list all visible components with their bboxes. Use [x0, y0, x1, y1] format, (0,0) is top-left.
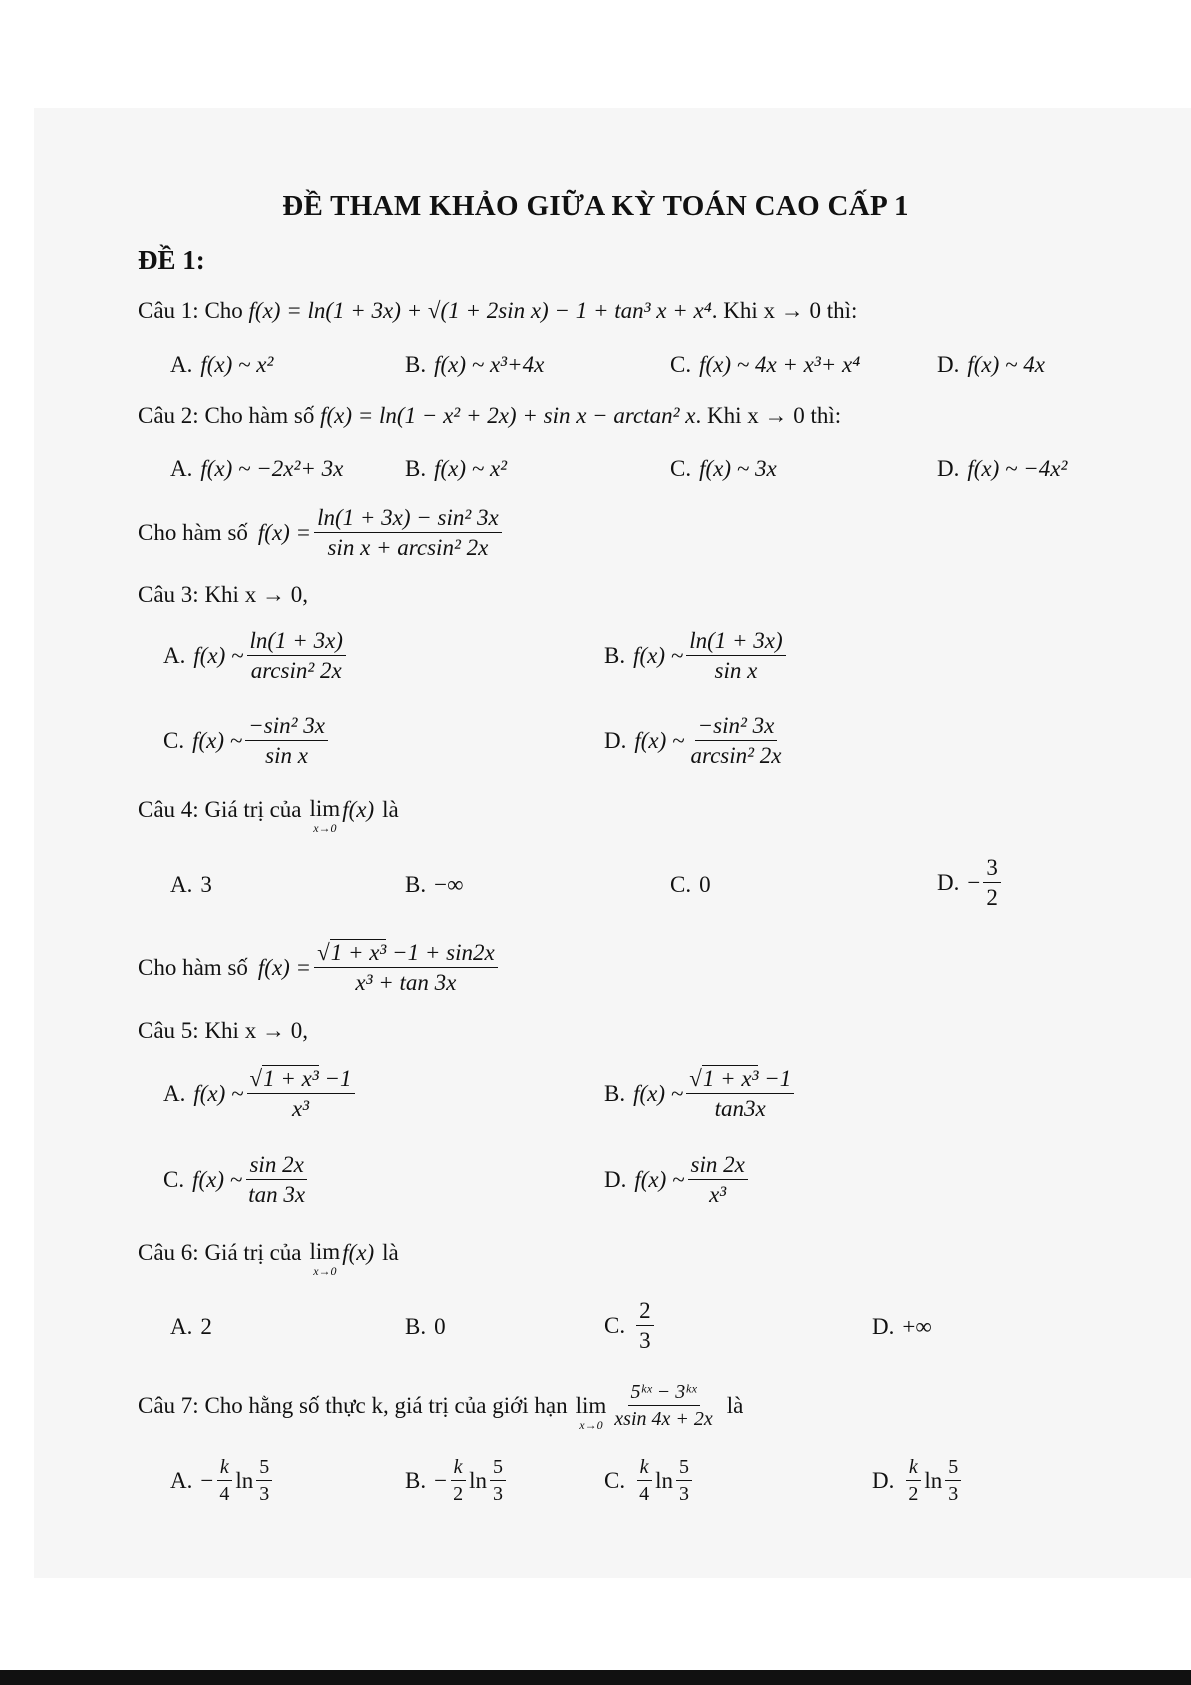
option-label: B.: [405, 456, 427, 481]
function-2-root: 1 + x³: [330, 940, 387, 965]
option-label: A.: [170, 456, 193, 481]
option-denominator: tan 3x: [248, 1182, 306, 1207]
question-7-tail: là: [726, 1392, 744, 1418]
q7-option-d[interactable]: [872, 1456, 964, 1506]
option-label: B.: [405, 872, 427, 897]
option-k-denominator: 2: [908, 1483, 919, 1505]
option-lhs: f(x) ~: [633, 1081, 684, 1106]
option-label: B.: [604, 643, 626, 668]
question-1-lead: Câu 1: Cho: [138, 298, 243, 323]
option-numerator: −sin² 3x: [245, 713, 328, 741]
q6-option-d[interactable]: [872, 1314, 932, 1340]
option-value: 3: [200, 872, 212, 897]
question-4-lead: Câu 4: Giá trị của: [138, 797, 302, 822]
function-2-definition: [138, 940, 501, 996]
option-denominator: arcsin² 2x: [250, 658, 342, 683]
option-numerator: √1 + x³ −1: [247, 1066, 355, 1094]
option-label: A.: [163, 643, 186, 668]
option-denominator: sin x: [265, 743, 308, 768]
option-numerator: 5: [945, 1456, 961, 1481]
q3-option-c[interactable]: [163, 713, 331, 769]
q3-option-d[interactable]: [604, 713, 788, 769]
option-label: C.: [670, 872, 692, 897]
question-4-function: f(x): [342, 797, 375, 822]
function-2-lhs: f(x) =: [257, 955, 312, 980]
option-numerator-rest: −1: [324, 1066, 352, 1091]
option-lhs: f(x) ~: [634, 728, 685, 753]
question-6-function: f(x): [342, 1240, 375, 1265]
option-k-denominator: 4: [219, 1483, 230, 1505]
option-denominator: arcsin² 2x: [690, 743, 782, 768]
option-label: C.: [163, 1167, 185, 1192]
option-numerator: sin 2x: [688, 1152, 748, 1180]
option-label: B.: [405, 352, 427, 377]
option-numerator: 2: [636, 1298, 654, 1326]
option-numerator: −sin² 3x: [695, 713, 778, 741]
limit-subscript: x→0: [313, 1264, 337, 1278]
q3-option-a[interactable]: [163, 628, 349, 684]
q1-option-c[interactable]: [670, 352, 860, 378]
function-1-numerator: ln(1 + 3x) − sin² 3x: [314, 505, 502, 533]
option-lhs: f(x) ~: [192, 1167, 243, 1192]
limit-subscript: x→0: [579, 1418, 603, 1432]
question-5: Câu 5: Khi x → 0,: [138, 1018, 308, 1043]
q2-option-a[interactable]: [170, 456, 343, 482]
option-root: 1 + x³: [702, 1066, 759, 1091]
option-sign: −: [200, 1468, 214, 1493]
option-label: D.: [937, 870, 960, 895]
option-label: B.: [604, 1081, 626, 1106]
question-1-tail: . Khi x → 0 thì:: [711, 298, 858, 323]
function-2-denominator: x³ + tan 3x: [355, 970, 457, 995]
q4-option-b[interactable]: [405, 872, 463, 898]
option-numerator: ln(1 + 3x): [686, 628, 785, 656]
option-denominator: sin x: [714, 658, 758, 683]
question-4: [138, 797, 399, 834]
option-sign: −: [434, 1468, 448, 1493]
q5-option-a[interactable]: [163, 1066, 358, 1122]
question-3: Câu 3: Khi x → 0,: [138, 582, 308, 607]
option-k: k: [906, 1456, 921, 1481]
q5-option-b[interactable]: [604, 1066, 797, 1122]
option-expression: f(x) ~ x²: [200, 352, 274, 377]
option-expression: f(x) ~ 4x: [967, 352, 1045, 377]
q5-option-d[interactable]: [604, 1152, 751, 1208]
question-1: [138, 298, 857, 324]
option-label: D.: [872, 1314, 895, 1339]
option-label: D.: [937, 352, 960, 377]
question-7-numerator: 5ᵏˣ − 3ᵏˣ: [628, 1381, 700, 1406]
option-k: k: [217, 1456, 232, 1481]
q1-option-a[interactable]: [170, 352, 273, 378]
option-numerator-rest: −1: [764, 1066, 792, 1091]
option-root: 1 + x³: [263, 1066, 319, 1091]
option-expression: f(x) ~ −2x²+ 3x: [200, 456, 344, 481]
option-denominator: 3: [678, 1483, 689, 1505]
q7-option-c[interactable]: [604, 1456, 695, 1506]
question-1-expression: f(x) = ln(1 + 3x) + √(1 + 2sin x) − 1 + tan³ x + x⁴: [248, 298, 712, 323]
function-1-definition: [138, 505, 505, 561]
limit-operator: lim: [309, 796, 341, 821]
option-expression: f(x) ~ x²: [434, 456, 508, 481]
option-denominator: x³: [291, 1096, 310, 1121]
option-label: B.: [405, 1314, 427, 1339]
option-label: D.: [937, 456, 960, 481]
option-numerator: sin 2x: [246, 1152, 306, 1180]
question-7-lead: Câu 7: Cho hằng số thực k, giá trị của giới hạn: [138, 1392, 568, 1418]
function-2-numerator-rest: −1 + sin2x: [392, 940, 495, 965]
option-numerator: 3: [983, 855, 1001, 883]
q6-option-a[interactable]: [170, 1314, 212, 1340]
option-denominator: 3: [948, 1483, 959, 1505]
question-4-tail: là: [382, 797, 399, 822]
question-2-tail: . Khi x → 0 thì:: [695, 403, 842, 428]
option-label: C.: [670, 456, 692, 481]
option-ln: ln: [924, 1468, 943, 1493]
q2-option-c[interactable]: [670, 456, 777, 482]
option-expression: f(x) ~ 3x: [699, 456, 777, 481]
option-label: A.: [170, 872, 193, 897]
option-label: C.: [670, 352, 692, 377]
option-numerator: 5: [256, 1456, 272, 1481]
option-ln: ln: [235, 1468, 254, 1493]
option-label: D.: [872, 1468, 895, 1493]
function-2-numerator: √1 + x³ −1 + sin2x: [314, 940, 498, 968]
q4-option-a[interactable]: [170, 872, 212, 898]
option-k-denominator: 2: [453, 1483, 464, 1505]
q1-option-d[interactable]: [937, 352, 1045, 378]
q2-option-b[interactable]: [405, 456, 507, 482]
option-ln: ln: [469, 1468, 487, 1493]
q6-option-c[interactable]: [604, 1298, 657, 1354]
question-6: [138, 1240, 399, 1277]
q4-option-c[interactable]: [670, 872, 711, 898]
option-label: C.: [604, 1468, 626, 1493]
option-lhs: f(x) ~: [193, 1081, 244, 1106]
question-2-lead: Câu 2: Cho hàm số: [138, 403, 315, 428]
option-denominator: 2: [986, 885, 998, 910]
question-6-lead: Câu 6: Giá trị của: [138, 1240, 302, 1265]
option-value: −∞: [434, 872, 464, 897]
option-label: D.: [604, 728, 627, 753]
option-numerator: ln(1 + 3x): [247, 628, 346, 656]
option-lhs: f(x) ~: [633, 643, 684, 668]
q4-option-d[interactable]: [937, 855, 1004, 911]
q3-option-b[interactable]: [604, 628, 789, 684]
option-denominator: tan3x: [714, 1096, 766, 1121]
option-expression: f(x) ~ −4x²: [967, 456, 1068, 481]
page-sheet: [34, 108, 1191, 1578]
limit-operator: lim: [309, 1239, 341, 1264]
option-label: C.: [163, 728, 185, 753]
option-label: A.: [163, 1081, 186, 1106]
option-denominator: 3: [639, 1328, 651, 1353]
option-numerator: 5: [676, 1456, 692, 1481]
option-label: A.: [170, 352, 193, 377]
limit-subscript: x→0: [313, 821, 337, 835]
option-label: D.: [604, 1167, 627, 1192]
exam-section-heading: ĐỀ 1:: [138, 245, 205, 275]
option-label: C.: [604, 1313, 626, 1338]
question-6-tail: là: [382, 1240, 399, 1265]
option-lhs: f(x) ~: [193, 643, 244, 668]
question-2-expression: f(x) = ln(1 − x² + 2x) + sin x − arctan² x: [320, 403, 696, 428]
q7-option-b[interactable]: [405, 1456, 509, 1506]
option-k: k: [637, 1456, 652, 1481]
q7-option-a[interactable]: [170, 1456, 275, 1506]
option-lhs: f(x) ~: [634, 1167, 685, 1192]
q2-option-d[interactable]: [937, 456, 1067, 482]
option-expression: f(x) ~ 4x + x³+ x⁴: [699, 352, 861, 377]
function-1-lhs: f(x) =: [257, 520, 312, 545]
option-sign: −: [967, 870, 981, 895]
bottom-edge-bar: [0, 1670, 1191, 1685]
option-lhs: f(x) ~: [192, 728, 243, 753]
option-expression: f(x) ~ x³+4x: [434, 352, 545, 377]
option-value: 0: [434, 1314, 446, 1339]
option-numerator: √1 + x³ −1: [686, 1066, 794, 1094]
function-1-denominator: sin x + arcsin² 2x: [327, 535, 489, 560]
option-label: A.: [170, 1468, 193, 1493]
option-denominator: x³: [709, 1182, 727, 1207]
option-denominator: 3: [492, 1483, 503, 1505]
option-k-denominator: 4: [639, 1483, 650, 1505]
question-2: [138, 403, 841, 429]
question-7: [138, 1380, 743, 1431]
option-numerator: 5: [490, 1456, 506, 1481]
q5-option-c[interactable]: [163, 1152, 311, 1208]
limit-operator: lim: [575, 1393, 607, 1418]
q6-option-b[interactable]: [405, 1314, 446, 1340]
option-value: +∞: [902, 1314, 932, 1339]
function-2-lead: Cho hàm số: [138, 955, 248, 980]
option-label: B.: [405, 1468, 427, 1493]
function-1-lead: Cho hàm số: [138, 520, 248, 545]
option-k: k: [451, 1456, 466, 1481]
page-title: ĐỀ THAM KHẢO GIỮA KỲ TOÁN CAO CẤP 1: [282, 190, 909, 222]
option-denominator: 3: [259, 1483, 270, 1505]
option-label: A.: [170, 1314, 193, 1339]
option-ln: ln: [655, 1468, 673, 1493]
q1-option-b[interactable]: [405, 352, 544, 378]
option-value: 2: [200, 1314, 212, 1339]
option-value: 0: [699, 872, 711, 897]
question-7-denominator: xsin 4x + 2x: [614, 1407, 713, 1430]
